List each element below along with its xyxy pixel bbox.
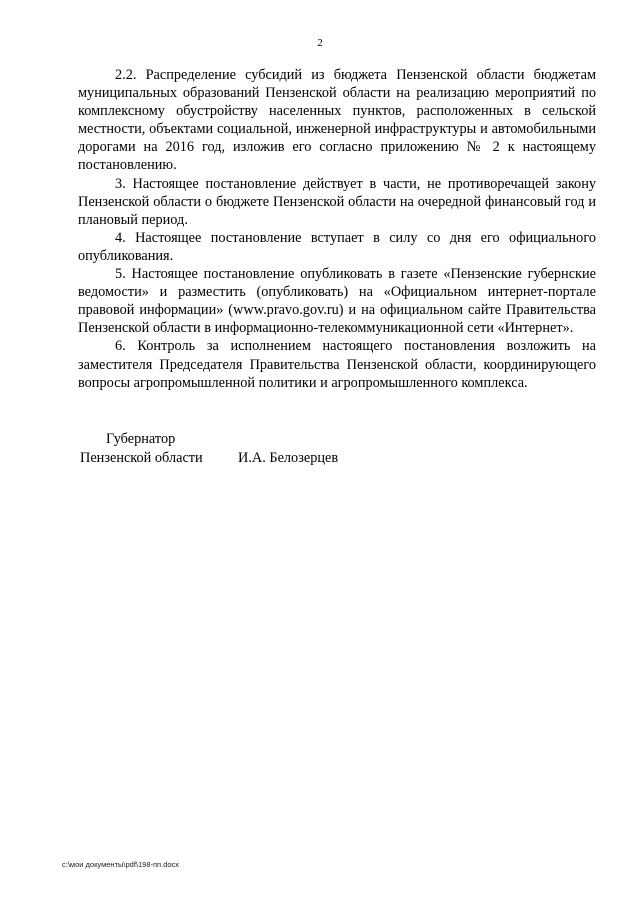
paragraph-2-2: 2.2. Распределение субсидий из бюджета Пензенской области бюджетам муниципальных образований Пензенской области на реализацию мероприятий по комплексному обустройству населенных пунктов, расположенных в сельской местности, объектами социальной, инженерной инфраструктуры и автомобильными дорогами на 2016 год, изложив его согласно приложению № 2 к настоящему постановлению. bbox=[78, 67, 596, 174]
paragraph-5: 5. Настоящее постановление опубликовать в газете «Пензенские губернские ведомости» и разместить (опубликовать) на «Официальном интернет-портале правовой информации» (www.pravo.gov.ru) и на официальном сайте Правительства Пензенской области в информационно-телекоммуникационной сети «Интернет». bbox=[78, 266, 596, 337]
page-number: 2 bbox=[317, 37, 323, 49]
signatory-name: И.А. Белозерцев bbox=[238, 450, 339, 466]
signatory-title-line2: Пензенской области bbox=[80, 450, 203, 466]
paragraph-4: 4. Настоящее постановление вступает в силу со дня его официального опубликования. bbox=[78, 229, 596, 264]
paragraph-3: 3. Настоящее постановление действует в части, не противоречащей закону Пензенской области о бюджете Пензенской области на очередной финансовый год и плановый период. bbox=[78, 175, 596, 228]
footer-file-path: c:\мои документы\pdf\198-пп.docx bbox=[62, 860, 180, 869]
signatory-title-line1: Губернатор bbox=[106, 431, 176, 447]
paragraph-6: 6. Контроль за исполнением настоящего постановления возложить на заместителя Председателя Правительства Пензенской области, координирующего вопросы агропромышленной политики и агропромышленного комплекса. bbox=[78, 338, 596, 391]
document-body bbox=[78, 66, 596, 392]
